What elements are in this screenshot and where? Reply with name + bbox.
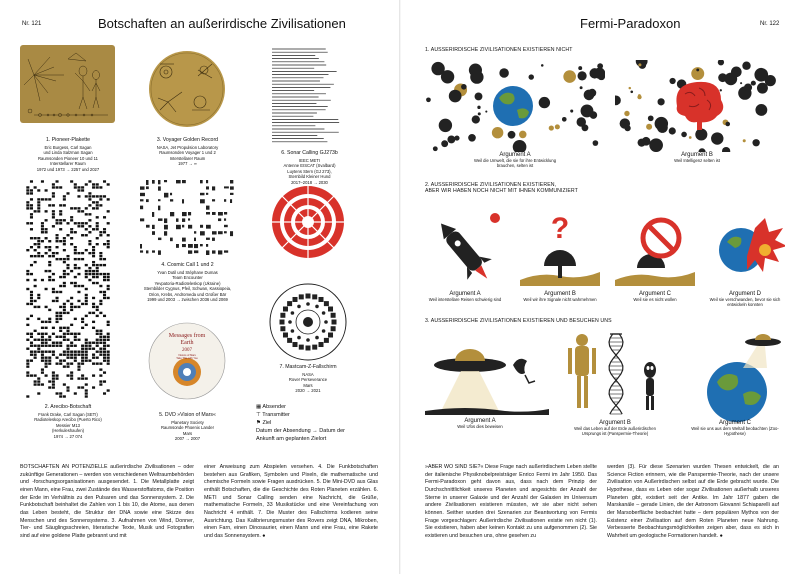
figure-line: 1974 → 27 074 — [53, 433, 83, 439]
illustration-radio-telescope — [520, 208, 600, 290]
figure-mastcam — [258, 364, 358, 394]
figure-caption: 5. DVD »Vision of Mars« — [159, 412, 216, 418]
section-heading-2-line1: 2. AUSSERIRDISCHE ZIVILISATIONEN EXISTIEREN, — [425, 182, 557, 188]
dvd-subtitle2: Take This with You — [176, 357, 198, 360]
argument-desc: Weil interstellare Reisen schwierig sind — [428, 297, 502, 302]
argument-1a — [470, 152, 560, 169]
figure-voyager — [140, 137, 235, 167]
argument-title: Argument B — [681, 152, 713, 158]
legend-date: Datum der Absendung → Datum der — [256, 427, 345, 434]
arecibo-message-grid — [26, 180, 110, 398]
figure-line: 2020 → 2021 — [295, 388, 321, 394]
mastcam-calibration-target — [268, 282, 348, 362]
page-title: Botschaften an außerirdische Zivilisationen — [98, 16, 346, 31]
argument-2d — [700, 291, 790, 308]
illustration-zoo-hypothesis — [685, 330, 785, 425]
figure-line: Eric Burgess, Carl Sagan — [44, 144, 92, 150]
body-column-1: BOTSCHAFTEN AN POTENZIELLE außerirdische Zivilisationen – oder zukünftige Generationen – werden von verschiedenen Weltraumbehörden und -forschungsorganisationen ausgesendet. 1. Die Metallplatte zeigt einen Mann, eine Frau, zwei Zustände des Wasserstoffatoms, die Position der Erde im Verhältnis zu den Pulsaren und das Sonnensystem. 2. Die Funkbotschaft beinhaltet die Zahlen von 1 bis 10, die Atome, aus denen das Leben besteht, die Struktur der DNA sowie eine Skizze des Menschen und des Sonnensystems. 3. Aufnahmen von Wind, Donner, Tier- und Säuglingsschreien, literarische Texte, Musik und Fotografien sind auf eine goldene Platte gebrannt und mit — [20, 464, 195, 540]
illustration-rare-environment — [425, 60, 605, 152]
section-heading-1: 1. AUSSERIRDISCHE ZIVILISATIONEN EXISTIEREN NICHT — [425, 47, 573, 53]
figure-line: Team Encounter — [172, 275, 203, 281]
figure-line: Mars — [303, 382, 313, 388]
figure-caption: 7. Mastcam-Z-Fallschirm — [279, 364, 337, 370]
legend-label: Absender — [262, 404, 286, 410]
argument-title: Argument B — [544, 291, 576, 297]
page-number: Nr. 122 — [760, 21, 780, 27]
figure-line: Radioteleskop Arecibo (Puerto Rico) — [34, 417, 102, 423]
body-column-2: einer Anweisung zum Abspielen versehen. 4. Die Funkbotschaften bestehen aus Grafiken, Symbolen und Pixeln, die mathematische und chemische Formeln sowie Fragen ausdrücken. 5. Die Mini-DVD aus Glas enthält Botschaften, die die Geschichte des Roten Planeten erzählen. 6. METI und Sonar Calling senden eine Nachricht, die Grüße, mathematische Formeln, 33 Musikstücke und eine Vereinfachung von Nachricht 4 enthält. 7. Die Muster des Fallschirms kodieren seine Ausrichtung. Das Kalibrierungsmuster des Rovers zeigt DNA, Mikroben, einen Farn, einen Dinosaurier, einen Mann und eine Frau, eine Rakete und das Sonnensystem. ● — [204, 464, 378, 540]
right-page — [400, 0, 800, 574]
argument-3c — [690, 420, 780, 437]
illustration-rocket — [425, 208, 505, 290]
legend-label: Transmitter — [262, 411, 290, 418]
figure-line: Raumsonden Voyager 1 und 2 — [159, 150, 216, 156]
figure-line: und Linda Salzman Sagan — [43, 150, 93, 156]
figure-line: Raumsonden Pioneer 10 und 11 — [38, 155, 98, 161]
figure-line: Sternbilder Cygnus, Pfeil, Schwan, Kassiopeia, — [143, 286, 232, 292]
svg-text:?: ? — [550, 212, 570, 245]
figure-line: 1999 und 2003 → zwischen 2036 und 2069 — [147, 297, 228, 303]
argument-title: Argument A — [499, 152, 531, 158]
illustration-panspermia — [560, 330, 670, 420]
pioneer-plaque-image — [20, 45, 115, 123]
figure-line: 2007 → 2007 — [174, 436, 201, 442]
sonar-red-disc — [270, 184, 346, 260]
figure-caption: 3. Voyager Golden Record — [156, 137, 219, 143]
figure-line: Planetary Society — [171, 419, 204, 425]
argument-title: Argument A — [449, 291, 481, 297]
figure-sonar — [262, 150, 357, 185]
figure-caption: 6. Sonar Calling GJ273b — [281, 150, 338, 156]
legend-date-cont: Ankunft am geplanten Zielort — [256, 435, 327, 442]
dvd-title-line2: Earth — [180, 340, 194, 346]
illustration-ufo — [425, 335, 550, 417]
legend — [256, 404, 396, 444]
voyager-record-image — [148, 50, 226, 128]
dvd-year: 2007 — [182, 348, 192, 353]
argument-desc: Weil sie es nicht wollen — [633, 297, 677, 302]
figure-line: NASA — [302, 371, 314, 377]
argument-desc: Weil sie uns aus dem Weltall beobachten (Zoo-Hypothese) — [691, 426, 779, 437]
legend-transmitter: ⊤ Transmitter — [256, 411, 290, 418]
argument-title: Argument C — [718, 420, 751, 426]
legend-label: Ziel — [262, 419, 272, 426]
sonar-calling-pattern — [272, 46, 342, 146]
figure-line: Frank Drake, Carl Sagan (SETI) — [38, 411, 98, 417]
figure-caption: 1. Pioneer-Plakette — [45, 137, 91, 143]
figure-line: Orion, Krebs, Andromeda und Großer Bär — [148, 291, 227, 297]
figure-line: Mars — [182, 430, 193, 436]
page-title: Fermi-Paradoxon — [580, 16, 681, 31]
figure-line: Messier M13 — [56, 422, 80, 428]
figure-line: Interstellarer Raum — [50, 161, 86, 167]
illustration-rare-intelligence — [615, 60, 780, 152]
figure-pioneer — [18, 137, 118, 172]
argument-desc: Weil sie verschwanden, bevor sie sich entwickeln konnten — [709, 297, 781, 308]
figure-line: Interstellarer Raum — [169, 155, 206, 161]
legend-target: ⚑ Ziel — [256, 419, 272, 426]
dvd-title-line1: Messages from — [168, 333, 206, 339]
body-column-1: »ABER WO SIND SIE?« Diese Frage nach außerirdischem Leben stellte der italienische Physiknobelpreisträger Enrico Fermi im Jahr 1950. Das Fermi-Paradoxon geht davon aus, dass nach dem Prinzip der Durchschnittlichkeit unseres Planeten und angesichts der Anzahl der Sterne in unserer Galaxie und der Anzahl der Galaxien im Universum andere Zivilisationen existieren müssten, wir sie aber nicht sehen können. Seither wurden drei Szenarien zur Beantwortung von Fermis Frage vorgeschlagen: Außerirdische Zivilisationen existie ren nicht (1). Sie existieren, haben aber keinen Kontakt zu uns aufgenommen (2). Sie existieren und besuchen uns, ohne gesehen zu — [425, 464, 597, 540]
argument-3b — [565, 420, 665, 437]
argument-desc: Weil Ufos dies beweisen — [457, 424, 503, 429]
argument-desc: Weil die Umwelt, die sie für ihre Entwicklung brauchen, selten ist — [473, 158, 557, 169]
figure-dvd — [140, 412, 235, 442]
argument-2a — [420, 291, 510, 302]
vision-of-mars-dvd — [148, 322, 226, 400]
argument-desc: Weil wir ihre Signale nicht wahrnehmen — [523, 297, 597, 302]
figure-line: NASA, Jet Propulsion Laboratory — [156, 144, 219, 150]
figure-caption: 4. Cosmic Call 1 und 2 — [161, 262, 214, 268]
argument-2b — [515, 291, 605, 302]
figure-line: Antenne EISCAT (Svalbard) — [283, 163, 336, 169]
figure-line: (Herkuleshaufen) — [51, 428, 85, 434]
figure-line: 2017–2018 → 2030 — [291, 179, 328, 185]
argument-desc: Weil das Leben auf der Erde außerirdischen Ursprungs ist (Panspermie-Theorie) — [574, 426, 656, 437]
argument-title: Argument D — [728, 291, 761, 297]
figure-line: Raumsonde Phoenix Lander — [160, 425, 215, 431]
argument-title: Argument C — [638, 291, 671, 297]
legend-sender: ▦ Absender — [256, 404, 286, 410]
argument-desc: Weil Intelligenz selten ist — [674, 158, 720, 163]
section-heading-2 — [425, 182, 578, 194]
argument-1b — [652, 152, 742, 163]
figure-line: Yevpatoria-Radioteleskop (Ukraine) — [154, 280, 221, 286]
figure-caption: 2. Arecibo-Botschaft — [44, 404, 92, 410]
illustration-no-contact — [615, 208, 695, 290]
cosmic-call-glyphs — [140, 180, 236, 258]
section-heading-2-line2: ABER WIR HABEN NOCH NICHT MIT IHNEN KOMMUNIZIERT — [425, 188, 578, 194]
figure-line: Rover Perseverance — [288, 377, 328, 383]
figure-line: Yvan Dutil und Stéphane Dumas — [157, 269, 218, 275]
body-column-2: werden (3). Für diese Szenarien wurden Thesen entwickelt, die an Science Fiction erinnern, wie die Panspermie-Theorie, nach der unsere Zivilisation von Außerirdischen selbst auf die Erde gebracht wurde. Die Hypothese, dass es Leben oder sogar Zivilisationen außerhalb unseres Planeten gibt, existiert seit der Antike. Im Jahr 1877 gaben die Marskanäle – gerade Linien, die der Astronom Giovanni Schiaparelli auf der Marsoberfläche beobachtet hatte – dem populären Mythos von der Existenz einer Zivilisation auf dem Roten Planeten neue Nahrung. Verbesserte Beobachtungsmöglichkeiten zeigen aber, dass es sich in Wahrheit um geologische Formationen handelt. ● — [607, 464, 779, 540]
argument-3a — [435, 418, 525, 429]
argument-title: Argument B — [599, 420, 631, 426]
figure-line: 1972 und 1973 → 2257 und 2027 — [36, 166, 100, 172]
figure-cosmic-call — [130, 262, 245, 302]
dvd-subtitle1: Visions of Mars — [178, 354, 196, 357]
argument-title: Argument A — [464, 418, 496, 424]
figure-line: Sternbild Kleiner Hund — [288, 174, 331, 180]
page-number: Nr. 121 — [22, 21, 42, 27]
argument-2c — [610, 291, 700, 302]
section-heading-3: 3. AUSSERIRDISCHE ZIVILISATIONEN EXISTIEREN UND BESUCHEN UNS — [425, 318, 612, 324]
figure-line: IEEC METI — [299, 157, 320, 163]
figure-line: 1977 → ∞ — [178, 161, 197, 167]
illustration-exploding-planet — [705, 208, 785, 290]
figure-arecibo — [18, 404, 118, 439]
figure-line: Luytens Stern (GJ 273), — [287, 168, 332, 174]
